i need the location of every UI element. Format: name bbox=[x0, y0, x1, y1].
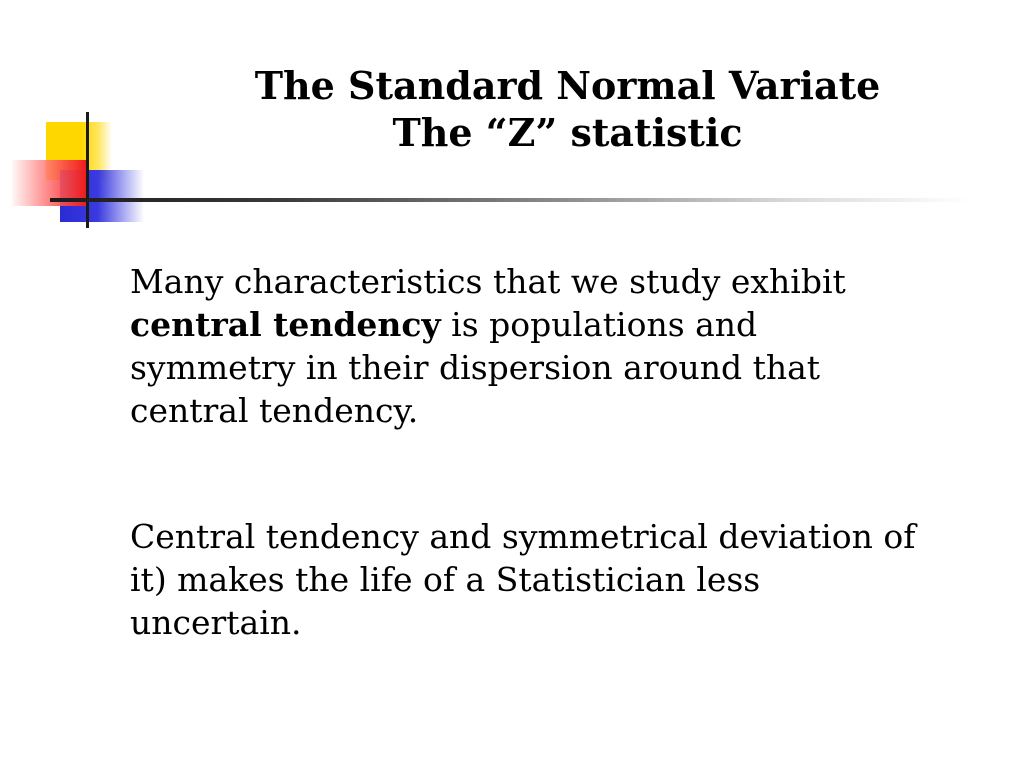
paragraph-1-bold-term: central tendency bbox=[130, 305, 441, 344]
horizontal-rule bbox=[50, 198, 970, 202]
slide-title bbox=[180, 62, 955, 156]
title-line-2: The “Z” statistic bbox=[392, 110, 743, 155]
paragraph-1 bbox=[130, 260, 930, 432]
paragraph-1-text-after: is populations and symmetry in their dispersion around that central tendency. bbox=[130, 305, 821, 430]
paragraph-1-text-before: Many characteristics that we study exhibit bbox=[130, 262, 846, 301]
slide-body bbox=[130, 260, 930, 644]
paragraph-2: Central tendency and symmetrical deviation of it) makes the life of a Statistician less uncertain. bbox=[130, 517, 916, 642]
vertical-rule bbox=[86, 112, 89, 228]
title-line-1: The Standard Normal Variate bbox=[254, 63, 881, 108]
